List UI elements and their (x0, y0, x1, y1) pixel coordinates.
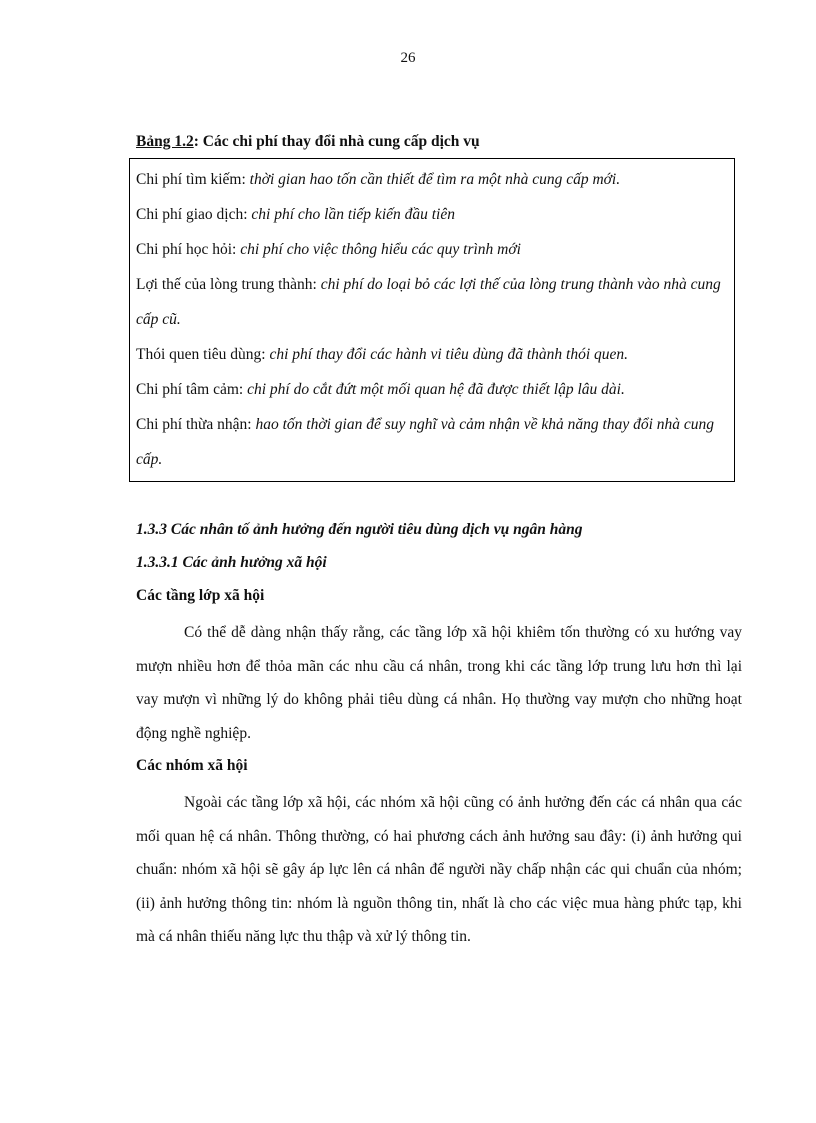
page-content (136, 130, 742, 954)
cost-term: Chi phí thừa nhận: (136, 416, 256, 433)
table-row (136, 407, 728, 477)
switching-cost-table (129, 158, 735, 482)
table-title: : Các chi phí thay đổi nhà cung cấp dịch vụ (193, 133, 480, 150)
cost-definition: chi phí thay đổi các hành vi tiêu dùng đã thành thói quen. (269, 346, 629, 363)
table-row (136, 372, 728, 407)
table-row (136, 267, 728, 337)
topic-heading-social-classes: Các tầng lớp xã hội (136, 587, 265, 604)
cost-definition: chi phí cho việc thông hiểu các quy trình mới (240, 241, 521, 258)
cost-definition: chi phí cho lần tiếp kiến đầu tiên (251, 206, 455, 223)
table-row (136, 232, 728, 267)
section-heading: 1.3.3 Các nhân tố ảnh hưởng đến người tiêu dùng dịch vụ ngân hàng (136, 521, 583, 538)
cost-definition: chi phí do cắt đứt một mối quan hệ đã được thiết lập lâu dài. (247, 381, 625, 398)
page-number: 26 (400, 50, 416, 66)
paragraph-social-classes: Có thể dễ dàng nhận thấy rằng, các tầng lớp xã hội khiêm tốn thường có xu hướng vay mượn nhiều hơn để thỏa mãn các nhu cầu cá nhân, trong khi các tầng lớp trung lưu hơn thì lại vay mượn vì những lý do không phải tiêu dùng cá nhân. Họ thường vay mượn cho những hoạt động nghề nghiệp. (136, 624, 742, 742)
cost-term: Chi phí tâm cảm: (136, 381, 248, 398)
cost-term: Chi phí tìm kiếm: (136, 171, 250, 188)
cost-term: Thói quen tiêu dùng: (136, 346, 270, 363)
table-row (136, 162, 728, 197)
paragraph-social-groups: Ngoài các tầng lớp xã hội, các nhóm xã hội cũng có ảnh hưởng đến các cá nhân qua các mối quan hệ cá nhân. Thông thường, có hai phương cách ảnh hưởng sau đây: (i) ảnh hưởng qui chuẩn: nhóm xã hội sẽ gây áp lực lên cá nhân để người nầy chấp nhận các qui chuẩn của nhóm; (ii) ảnh hưởng thông tin: nhóm là nguồn thông tin, nhất là cho các việc mua hàng phức tạp, khi mà cá nhân thiếu năng lực thu thập và xử lý thông tin. (136, 794, 742, 945)
table-label: Bảng 1.2 (136, 133, 194, 150)
subsection-heading: 1.3.3.1 Các ảnh hưởng xã hội (136, 554, 327, 571)
topic-heading-social-groups: Các nhóm xã hội (136, 757, 248, 774)
cost-term: Lợi thế của lòng trung thành: (136, 276, 321, 293)
cost-definition: thời gian hao tốn cần thiết để tìm ra một nhà cung cấp mới. (249, 171, 621, 188)
table-row (136, 197, 728, 232)
cost-term: Chi phí giao dịch: (136, 206, 252, 223)
cost-term: Chi phí học hỏi: (136, 241, 241, 258)
cost-definition: hao tốn thời gian để suy nghĩ và cảm nhận về khả năng thay đổi nhà cung cấp. (136, 416, 715, 468)
table-row (136, 337, 728, 372)
table-caption (136, 130, 742, 154)
cost-definition: chi phí do loại bỏ các lợi thế của lòng trung thành vào nhà cung cấp cũ. (136, 276, 721, 328)
